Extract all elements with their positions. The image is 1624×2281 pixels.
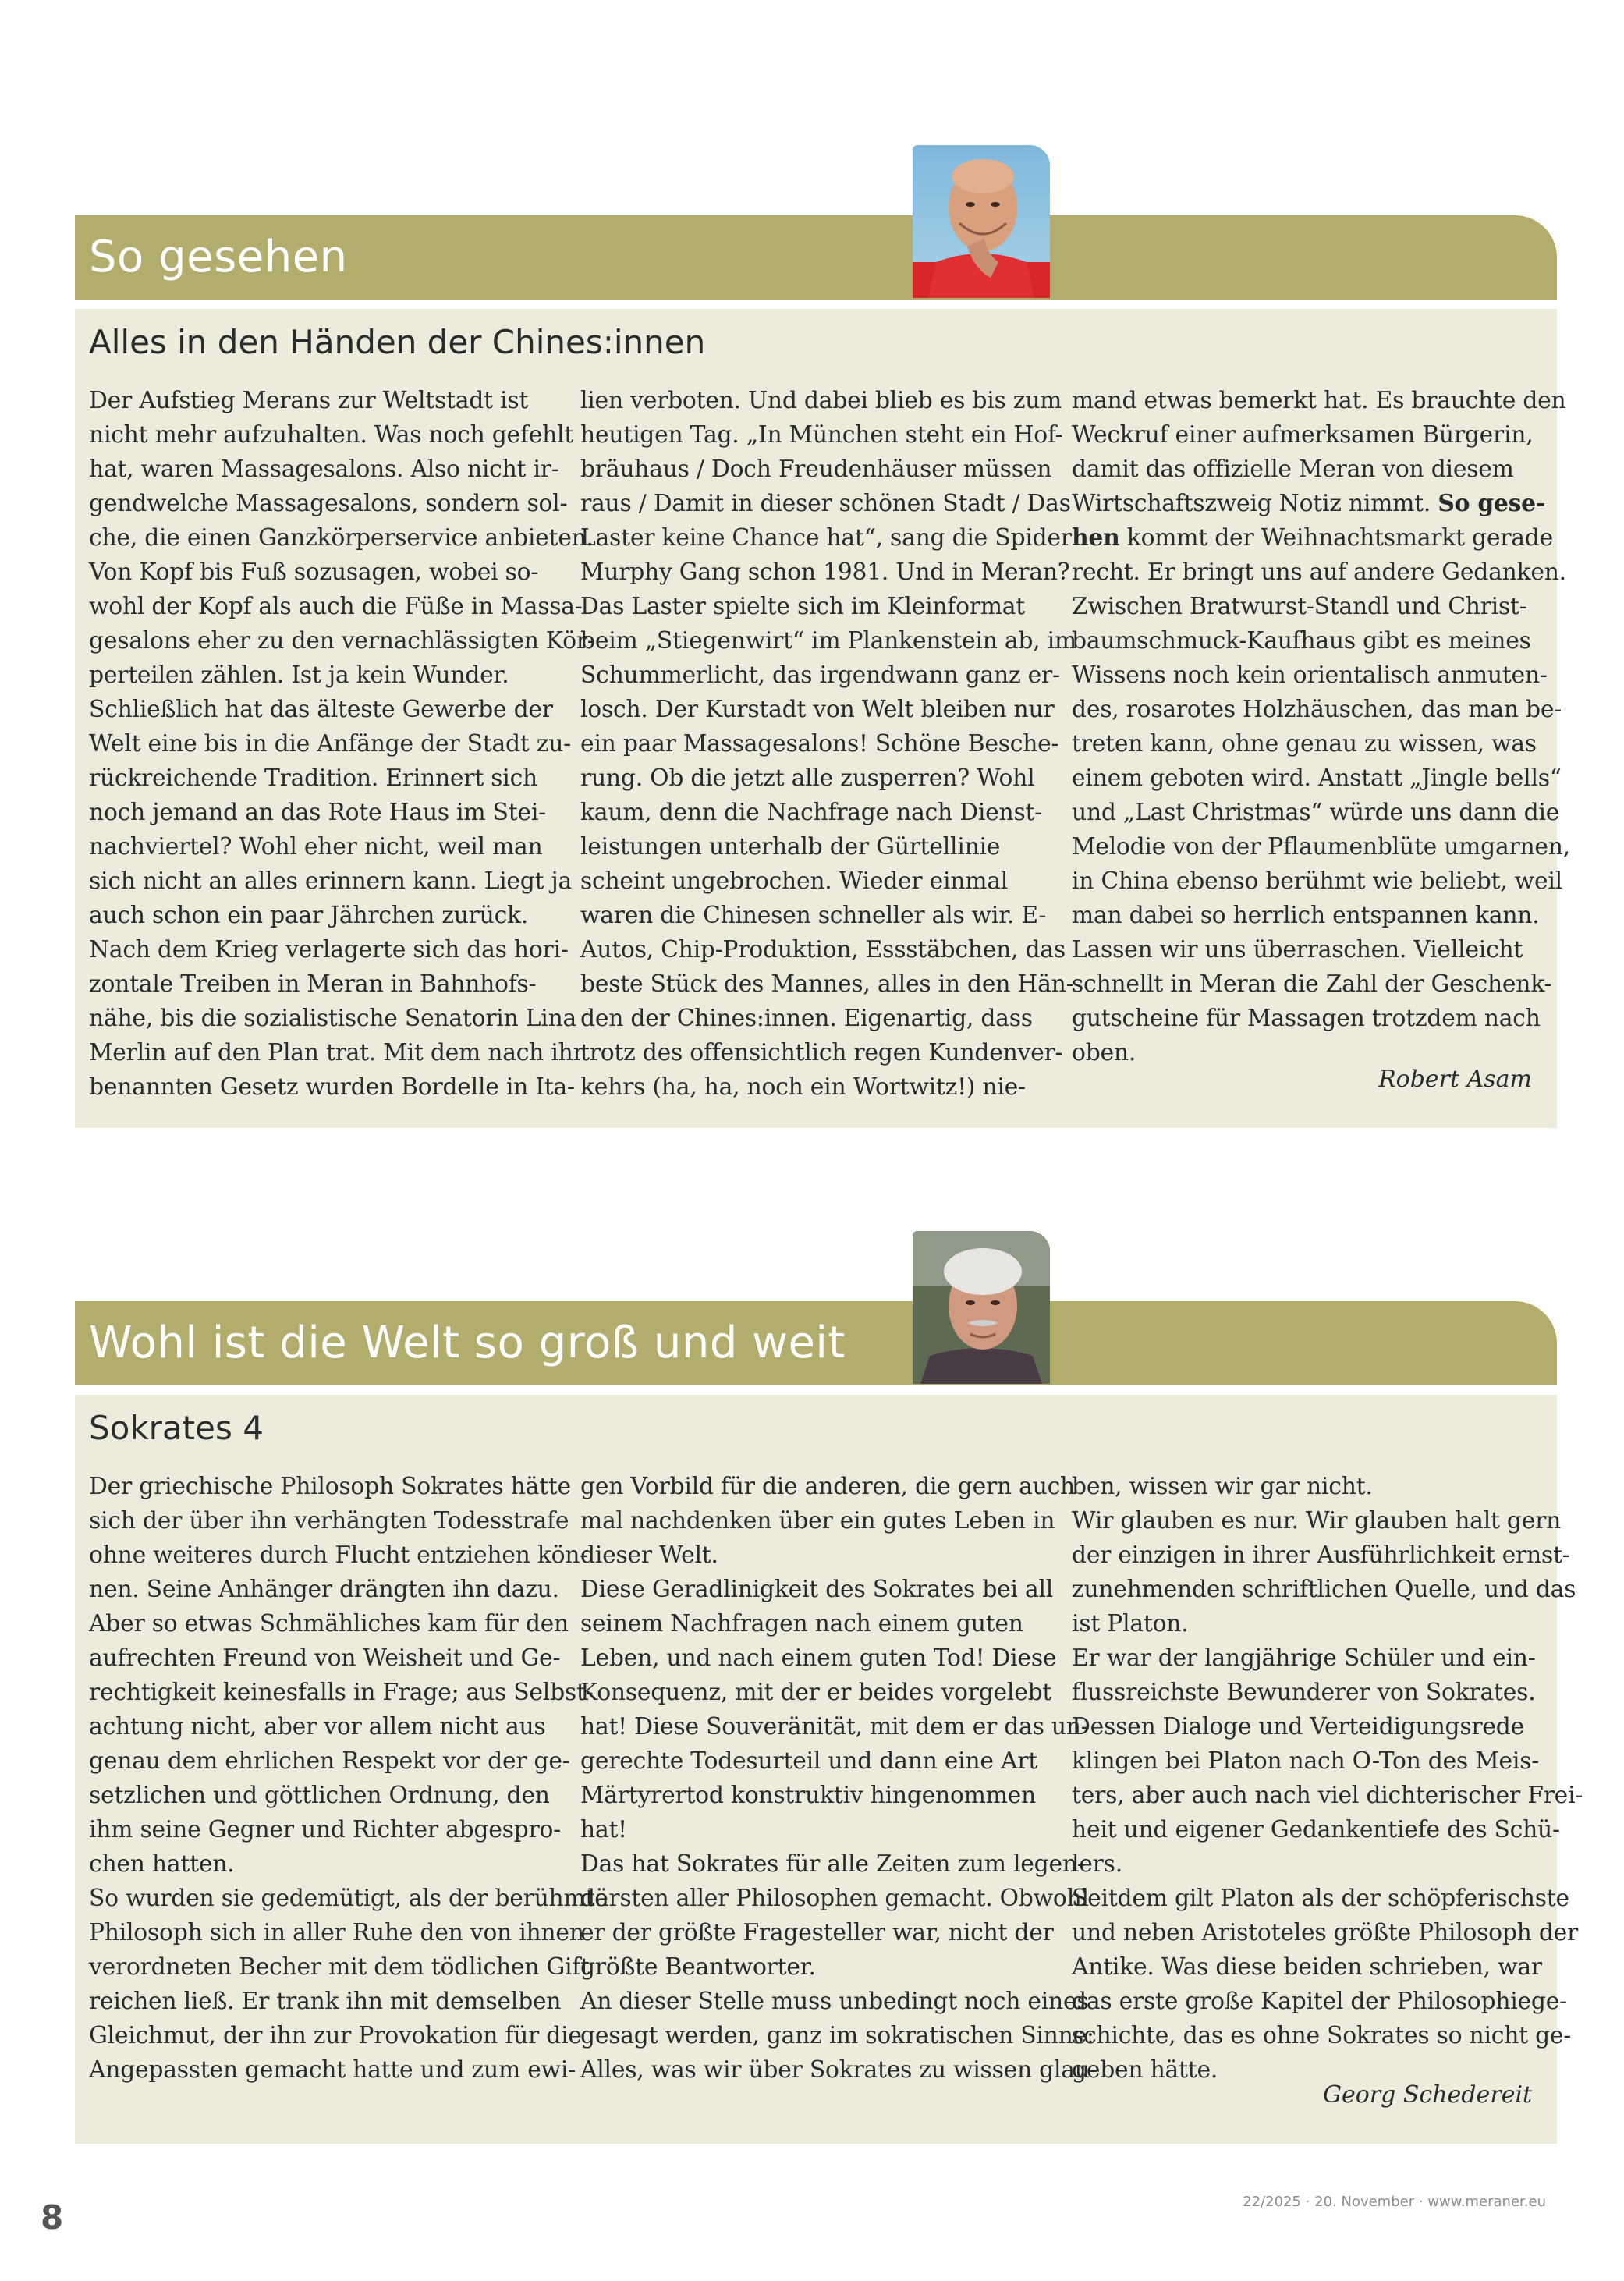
bold-text: So gese-: [1438, 490, 1545, 517]
author-name: Robert Asam: [1378, 1066, 1532, 1093]
article-column-1: Der griechische Philosoph Sokrates hätte sich der über ihn verhängten Todesstrafe ohne weiteres durch Flucht entziehen kön- nen. Seine Anhänger drängten ihn dazu. Aber so etwas Schmähliches kam für den aufrechten Freund von Weisheit und Ge- rechtigkeit keinesfalls in Frage; aus Selbst- achtung nicht, aber vor allem nicht aus genau dem ehrlichen Respekt vor der ge- setzlichen und göttlichen Ordnung, den ihm seine Gegner und Richter abgespro- chen hatten. So wurden sie gedemütigt, als der berühmte Philosoph sich in aller Ruhe den von ihnen verordneten Becher mit dem tödlichen Gift reichen ließ. Er trank ihn mit demselben Gleichmut, der ihn zur Provokation für die Angepassten gemacht hatte und zum ewi-: [89, 1473, 608, 2084]
article-column-2: gen Vorbild für die anderen, die gern auch mal nachdenken über ein gutes Leben in dieser Welt. Diese Geradlinigkeit des Sokrates bei all seinem Nachfragen nach einem guten Leben, und nach einem guten Tod! Diese Konsequenz, mit der er beides vorgelebt hat! Diese Souveränität, mit dem er das un- gerechte Todesurteil und dann eine Art Märtyrertod konstruktiv hingenommen hat! Das hat Sokrates für alle Zeiten zum legen- därsten aller Philosophen gemacht. Obwohl er der größte Fragesteller war, nicht der größte Beantworter. An dieser Stelle muss unbedingt noch eines gesagt werden, ganz im sokratischen Sinne: Alles, was wir über Sokrates zu wissen glau-: [580, 1473, 1097, 2084]
author-photo: [913, 1231, 1050, 1384]
article-subtitle: Alles in den Händen der Chines:innen: [89, 323, 706, 361]
page-number: 8: [41, 2198, 64, 2237]
article-column-3: [1072, 384, 1570, 1070]
article-subtitle: Sokrates 4: [89, 1409, 264, 1447]
bold-text: hen: [1072, 524, 1120, 552]
column-text: mand etwas bemerkt hat. Es brauchte den Weckruf einer aufmerksamen Bürgerin, damit das offizielle Meran von diesem Wirtschaftszweig Notiz nimmt.: [1072, 387, 1566, 517]
section-title: Wohl ist die Welt so groß und weit: [89, 1318, 846, 1368]
section-banner: [75, 215, 1557, 300]
issue-info: 22/2025 · 20. November · www.meraner.eu: [1243, 2194, 1546, 2210]
column-text: kommt der Weihnachtsmarkt gerade recht. Er bringt uns auf andere Gedanken. Zwischen Bratwurst-Standl und Christ- baumschmuck-Kaufhaus gibt es meines Wissens noch kein orientalisch anmuten- des, rosarotes Holzhäuschen, das man be- treten kann, ohne genau zu wissen, was einem geboten wird. Anstatt „Jingle bells“ und „Last Christmas“ würde uns dann die Melodie von der Pflaumenblüte umgarnen, in China ebenso berühmt wie beliebt, weil man dabei so herrlich entspannen kann. Lassen wir uns überraschen. Vielleicht schnellt in Meran die Zahl der Geschenk- gutscheine für Massagen trotzdem nach oben.: [1072, 524, 1570, 1066]
section-title: So gesehen: [89, 232, 348, 282]
author-name: Georg Schedereit: [1323, 2081, 1532, 2109]
author-photo: [913, 145, 1050, 298]
article-column-2: lien verboten. Und dabei blieb es bis zum heutigen Tag. „In München steht ein Hof- bräuhaus / Doch Freudenhäuser müssen raus / Damit in dieser schönen Stadt / Das Laster keine Chance hat“, sang die Spider Murphy Gang schon 1981. Und in Meran? Das Laster spielte sich im Kleinformat beim „Stiegenwirt“ im Plankenstein ab, im Schummerlicht, das irgendwann ganz er- losch. Der Kurstadt von Welt bleiben nur ein paar Massagesalons! Schöne Besche- rung. Ob die jetzt alle zusperren? Wohl kaum, denn die Nachfrage nach Dienst- leistungen unterhalb der Gürtellinie scheint ungebrochen. Wieder einmal waren die Chinesen schneller als wir. E- Autos, Chip-Produktion, Essstäbchen, das beste Stück des Mannes, alles in den Hän- den der Chines:innen. Eigenartig, dass trotz des offensichtlich regen Kundenver- kehrs (ha, ha, noch ein Wortwitz!) nie-: [580, 387, 1076, 1101]
article-column-3: ben, wissen wir gar nicht. Wir glauben es nur. Wir glauben halt gern der einzigen in ihrer Ausführlichkeit ernst- zunehmenden schriftlichen Quelle, und das ist Platon. Er war der langjährige Schüler und ein- flussreichste Bewunderer von Sokrates. Dessen Dialoge und Verteidigungsrede klingen bei Platon nach O-Ton des Meis- ters, aber auch nach viel dichterischer Frei- heit und eigener Gedankentiefe des Schü- lers. Seitdem gilt Platon als der schöpferischste und neben Aristoteles größte Philosoph der Antike. Was diese beiden schrieben, war das erste große Kapitel der Philosophiege- schichte, das es ohne Sokrates so nicht ge- geben hätte.: [1072, 1473, 1583, 2084]
article-panel: [75, 309, 1570, 1128]
section-banner: [75, 1301, 1557, 1385]
article-column-1: Der Aufstieg Merans zur Weltstadt ist nicht mehr aufzuhalten. Was noch gefehlt hat, waren Massagesalons. Also nicht ir- gendwelche Massagesalons, sondern sol- che, die einen Ganzkörperservice anbieten. Von Kopf bis Fuß sozusagen, wobei so- wohl der Kopf als auch die Füße in Massa- gesalons eher zu den vernachlässigten Kör- perteilen zählen. Ist ja kein Wunder. Schließlich hat das älteste Gewerbe der Welt eine bis in die Anfänge der Stadt zu- rückreichende Tradition. Erinnert sich noch jemand an das Rote Haus im Stei- nachviertel? Wohl eher nicht, weil man sich nicht an alles erinnern kann. Liegt ja auch schon ein paar Jährchen zurück. Nach dem Krieg verlagerte sich das hori- zontale Treiben in Meran in Bahnhofs- nähe, bis die sozialistische Senatorin Lina Merlin auf den Plan trat. Mit dem nach ihr benannten Gesetz wurden Bordelle in Ita-: [89, 387, 595, 1101]
article-panel: [75, 1395, 1583, 2144]
